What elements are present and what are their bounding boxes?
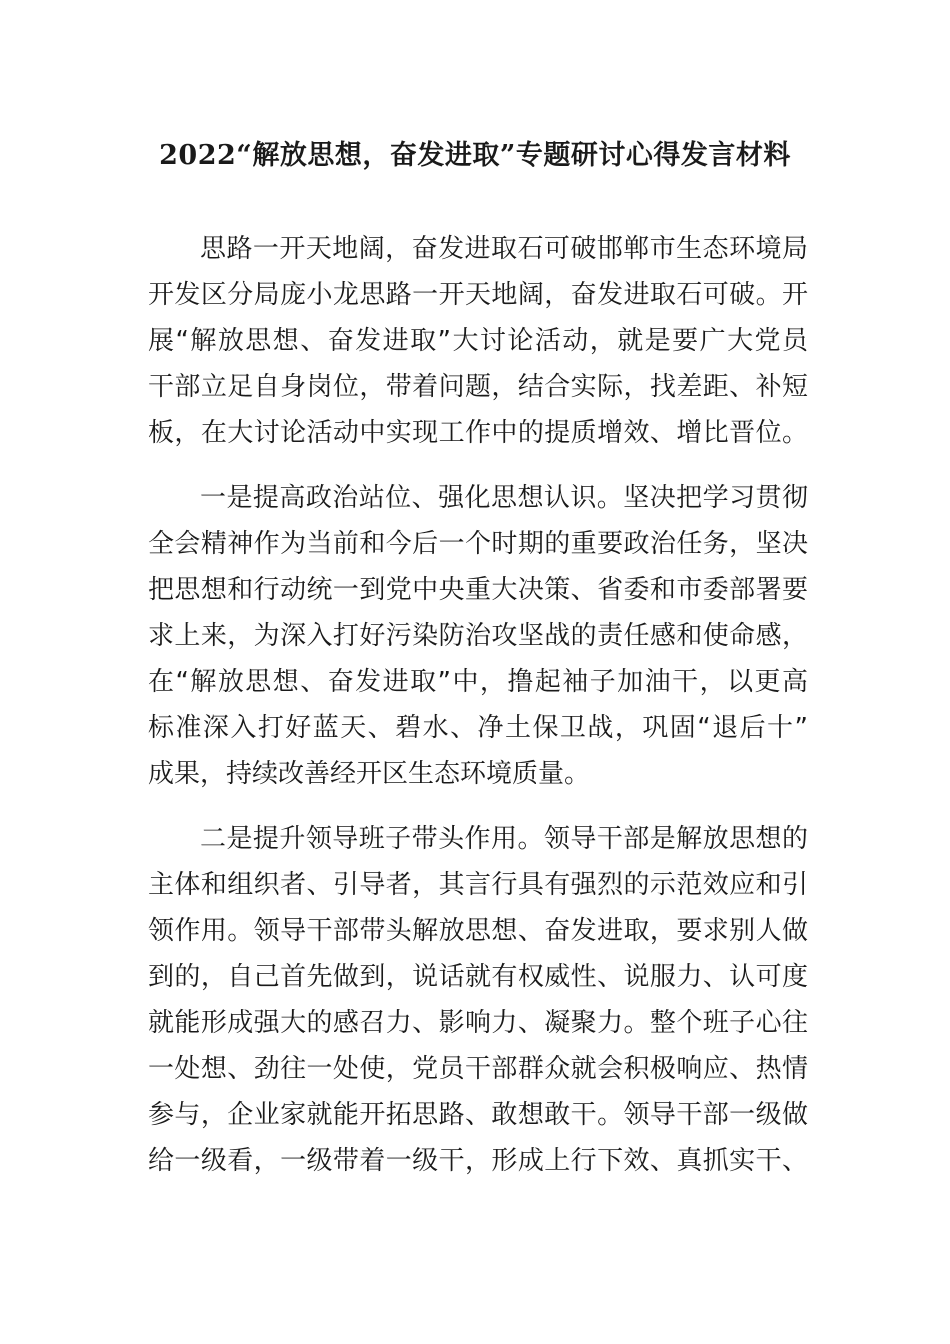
document-body	[148, 226, 808, 1184]
paragraph-line: 思路一开天地阔，奋发进取石可破邯郸市生态环境局	[200, 234, 808, 264]
paragraph-line: 一处想、劲往一处使，党员干部群众就会积极响应、热情	[148, 1054, 808, 1084]
paragraph-line: 成果，持续改善经开区生态环境质量。	[148, 759, 591, 789]
paragraph-line: 主体和组织者、引导者，其言行具有强烈的示范效应和引	[148, 870, 808, 900]
paragraph	[148, 475, 808, 797]
paragraph-line: 二是提升领导班子带头作用。领导干部是解放思想的	[200, 824, 808, 854]
paragraph-line: 一是提高政治站位、强化思想认识。坚决把学习贯彻	[200, 483, 808, 513]
paragraph-line: 参与，企业家就能开拓思路、敢想敢干。领导干部一级做	[148, 1100, 808, 1130]
paragraph-line: 开发区分局庞小龙思路一开天地阔，奋发进取石可破。开	[148, 280, 808, 310]
paragraph-line: 就能形成强大的感召力、影响力、凝聚力。整个班子心往	[148, 1008, 808, 1038]
paragraph-line: 领作用。领导干部带头解放思想、奋发进取，要求别人做	[148, 916, 808, 946]
paragraph-line: 把思想和行动统一到党中央重大决策、省委和市委部署要	[148, 575, 808, 605]
paragraph-line: 全会精神作为当前和今后一个时期的重要政治任务，坚决	[148, 529, 808, 559]
paragraph-line: 到的，自己首先做到，说话就有权威性、说服力、认可度	[148, 962, 808, 992]
document-title: 2022“解放思想，奋发进取”专题研讨心得发言材料	[159, 140, 791, 171]
paragraph-line: 干部立足自身岗位，带着问题，结合实际，找差距、补短	[148, 372, 808, 402]
paragraph	[148, 816, 808, 1184]
paragraph	[148, 226, 808, 456]
paragraph-line: 展“解放思想、奋发进取”大讨论活动，就是要广大党员	[148, 326, 808, 356]
paragraph-line: 在“解放思想、奋发进取”中，撸起袖子加油干，以更高	[148, 667, 808, 697]
paragraph-line: 板，在大讨论活动中实现工作中的提质增效、增比晋位。	[148, 418, 808, 448]
paragraph-line: 标准深入打好蓝天、碧水、净土保卫战，巩固“退后十”	[148, 713, 808, 743]
paragraph-line: 求上来，为深入打好污染防治攻坚战的责任感和使命感，	[148, 621, 808, 651]
paragraph-line: 给一级看，一级带着一级干，形成上行下效、真抓实干、	[148, 1146, 808, 1176]
